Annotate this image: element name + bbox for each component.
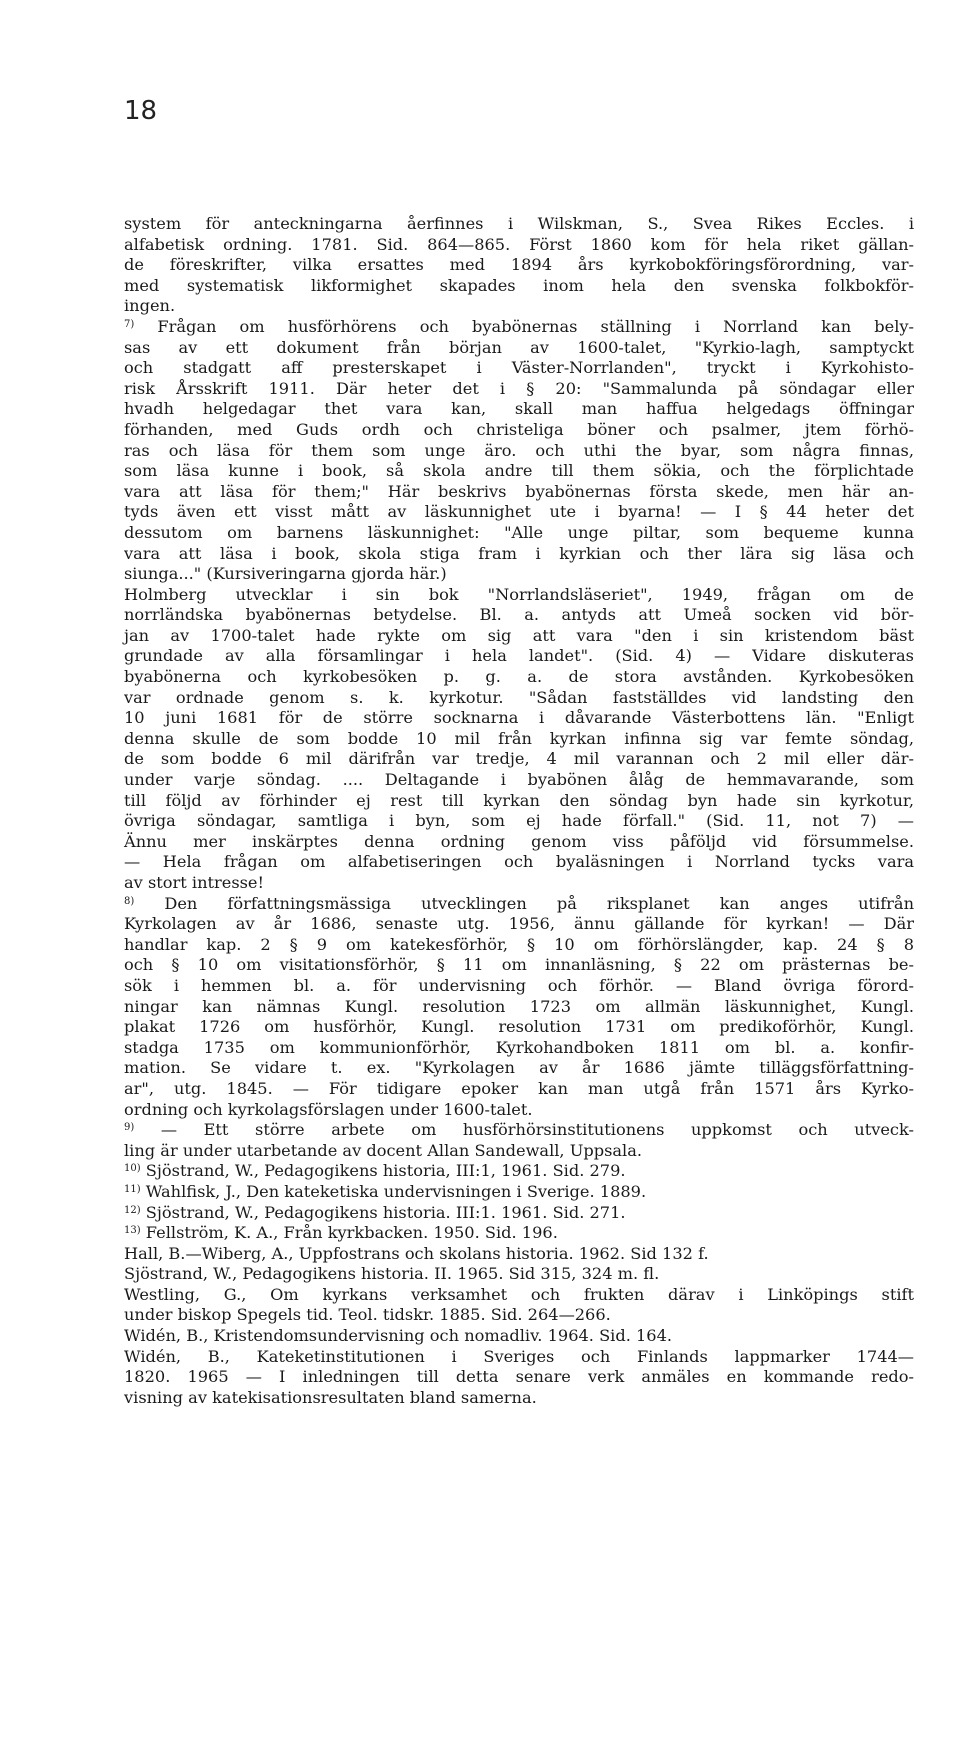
text-line: [124, 1285, 914, 1306]
line-text: övriga söndagar, samtliga i byn, som ej hade förfall." (Sid. 11, not 7) —: [124, 811, 914, 831]
text-line: [124, 1244, 914, 1265]
line-text: system för anteckningarna åerfinnes i Wilskman, S., Svea Rikes Eccles. i: [124, 214, 914, 233]
text-line: [124, 1264, 914, 1285]
footnote-marker: 9): [124, 1122, 135, 1134]
text-line: [124, 461, 914, 482]
line-text: under biskop Spegels tid. Teol. tidskr. 1885. Sid. 264—266.: [124, 1305, 611, 1325]
line-text: sök i hemmen bl. a. för undervisning och förhör. — Bland övriga förord-: [124, 975, 914, 995]
line-text: norrländska byabönernas betydelse. Bl. a. antyds att Umeå socken vid bör-: [124, 605, 914, 625]
text-line: [124, 688, 914, 709]
line-text: alfabetisk ordning. 1781. Sid. 864—865. Först 1860 kom för hela riket gällan-: [124, 234, 914, 254]
line-text: — Hela frågan om alfabetiseringen och byaläsningen i Norrland tycks vara: [124, 852, 914, 872]
line-text: denna skulle de som bodde 10 mil från kyrkan infinna sig var femte söndag,: [124, 728, 914, 748]
line-text: ras och läsa för them som unge äro. och uthi the byar, som några finnas,: [124, 440, 914, 460]
text-line: [124, 502, 914, 523]
line-text: Den författningsmässiga utvecklingen på riksplanet kan anges utifrån: [134, 893, 914, 913]
line-text: sas av ett dokument från början av 1600-talet, "Kyrkio-lagh, samptyckt: [124, 337, 914, 357]
line-text: Widén, B., Kristendomsundervisning och nomadliv. 1964. Sid. 164.: [124, 1326, 673, 1346]
line-text: och § 10 om visitationsförhör, § 11 om innanläsning, § 22 om prästernas be-: [124, 955, 914, 975]
text-line: [124, 523, 914, 544]
text-line: [124, 1347, 914, 1368]
line-text: de som bodde 6 mil därifrån var tredje, 4 mil varannan och 2 mil eller där-: [124, 749, 914, 769]
line-text: 10 juni 1681 för de större socknarna i dåvarande Västerbottens län. "Enligt: [124, 708, 914, 728]
text-line: [124, 276, 914, 297]
line-text: Holmberg utvecklar i sin bok "Norrlandsläseriet", 1949, frågan om de: [124, 584, 914, 604]
line-text: Sjöstrand, W., Pedagogikens historia, III:1, 1961. Sid. 279.: [140, 1161, 626, 1181]
text-line: [124, 564, 914, 585]
text-line: [124, 544, 914, 565]
footnote-marker: 7): [124, 318, 135, 330]
text-line: [124, 1141, 914, 1162]
line-text: plakat 1726 om husförhör, Kungl. resolution 1731 om predikoförhör, Kungl.: [124, 1017, 914, 1037]
text-line: [124, 585, 914, 606]
text-line: [124, 832, 914, 853]
text-line: [124, 935, 914, 956]
line-text: stadga 1735 om kommunionförhör, Kyrkohandboken 1811 om bl. a. konfir-: [124, 1037, 914, 1057]
line-text: Frågan om husförhörens och byabönernas ställning i Norrland kan bely-: [134, 316, 914, 336]
line-text: de föreskrifter, vilka ersattes med 1894 års kyrkobokföringsförordning, var-: [124, 255, 914, 275]
line-text: ling är under utarbetande av docent Allan Sandewall, Uppsala.: [124, 1140, 643, 1160]
line-text: Widén, B., Kateketinstitutionen i Sveriges och Finlands lappmarker 1744—: [124, 1346, 914, 1366]
text-line: [124, 399, 914, 420]
footnotes-text-block: [124, 214, 914, 1408]
text-line: [124, 379, 914, 400]
line-text: vara att läsa för them;" Här beskrivs byabönernas första skede, men här an-: [124, 481, 914, 501]
line-text: handlar kap. 2 § 9 om katekesförhör, § 10 om förhörslängder, kap. 24 § 8: [124, 934, 914, 954]
line-text: Wahlfisk, J., Den kateketiska undervisningen i Sverige. 1889.: [140, 1181, 647, 1201]
text-line: [124, 1367, 914, 1388]
line-text: till följd av förhinder ej rest till kyrkan den söndag byn hade sin kyrkotur,: [124, 790, 914, 810]
line-text: med systematisk likformighet skapades inom hela den svenska folkbokför-: [124, 275, 914, 295]
footnote-marker: 11): [124, 1183, 141, 1195]
text-line: [124, 873, 914, 894]
text-line: [124, 729, 914, 750]
line-text: mation. Se vidare t. ex. "Kyrkolagen av år 1686 jämte tilläggsförfattning-: [124, 1058, 914, 1078]
line-text: byabönerna och kyrkobesöken p. g. a. de stora avstånden. Kyrkobesöken: [124, 667, 914, 687]
text-line: [124, 1203, 914, 1224]
line-text: av stort intresse!: [124, 873, 265, 892]
line-text: Sjöstrand, W., Pedagogikens historia. II. 1965. Sid 315, 324 m. fl.: [124, 1264, 660, 1284]
text-line: [124, 420, 914, 441]
line-text: tyds även ett visst mått av läskunnighet ute i byarna! — I § 44 heter det: [124, 502, 914, 522]
text-line: [124, 1038, 914, 1059]
text-line: [124, 955, 914, 976]
text-line: [124, 1017, 914, 1038]
line-text: och stadgatt aff presterskapet i Väster-Norrlanden", tryckt i Kyrkohisto-: [124, 358, 914, 378]
line-text: Kyrkolagen av år 1686, senaste utg. 1956, ännu gällande för kyrkan! — Där: [124, 914, 914, 934]
footnote-marker: 13): [124, 1225, 141, 1237]
text-line: [124, 255, 914, 276]
text-line: [124, 1058, 914, 1079]
line-text: Fellström, K. A., Från kyrkbacken. 1950. Sid. 196.: [140, 1223, 558, 1243]
line-text: ar", utg. 1845. — För tidigare epoker kan man utgå från 1571 års Kyrko-: [124, 1078, 914, 1098]
line-text: siunga..." (Kursiveringarna gjorda här.): [124, 564, 447, 584]
text-line: [124, 1120, 914, 1141]
text-line: [124, 976, 914, 997]
line-text: risk Årsskrift 1911. Där heter det i § 20: "Sammalunda på söndagar eller: [124, 378, 914, 398]
text-line: [124, 317, 914, 338]
page-number: 18: [124, 96, 158, 126]
text-line: [124, 894, 914, 915]
text-line: [124, 1100, 914, 1121]
line-text: Westling, G., Om kyrkans verksamhet och frukten därav i Linköpings stift: [124, 1284, 914, 1304]
text-line: [124, 482, 914, 503]
text-line: [124, 708, 914, 729]
footnote-marker: 10): [124, 1163, 141, 1175]
line-text: ingen.: [124, 296, 176, 316]
line-text: ningar kan nämnas Kungl. resolution 1723 om allmän läskunnighet, Kungl.: [124, 996, 914, 1016]
text-line: [124, 235, 914, 256]
text-line: [124, 1305, 914, 1326]
text-line: [124, 296, 914, 317]
line-text: dessutom om barnens läskunnighet: "Alle unge piltar, som bequeme kunna: [124, 522, 914, 542]
text-line: [124, 214, 914, 235]
text-line: [124, 605, 914, 626]
text-line: [124, 626, 914, 647]
text-line: [124, 770, 914, 791]
text-line: [124, 338, 914, 359]
line-text: Hall, B.—Wiberg, A., Uppfostrans och skolans historia. 1962. Sid 132 f.: [124, 1243, 709, 1263]
line-text: under varje söndag. .... Deltagande i byabönen ålåg de hemmavarande, som: [124, 770, 914, 790]
text-line: [124, 1223, 914, 1244]
text-line: [124, 441, 914, 462]
footnote-marker: 12): [124, 1204, 141, 1216]
line-text: var ordnade genom s. k. kyrkotur. "Sådan fastställdes vid landsting den: [124, 687, 914, 707]
line-text: — Ett större arbete om husförhörsinstitutionens uppkomst och utveck-: [134, 1120, 914, 1140]
line-text: visning av katekisationsresultaten bland samerna.: [124, 1387, 537, 1407]
text-line: [124, 1182, 914, 1203]
text-line: [124, 749, 914, 770]
text-line: [124, 646, 914, 667]
line-text: Ännu mer inskärptes denna ordning genom viss påföljd vid försummelse.: [124, 831, 914, 851]
text-line: [124, 1079, 914, 1100]
text-line: [124, 667, 914, 688]
line-text: 1820. 1965 — I inledningen till detta senare verk anmäles en kommande redo-: [124, 1367, 914, 1387]
footnote-marker: 8): [124, 895, 135, 907]
text-line: [124, 852, 914, 873]
text-line: [124, 914, 914, 935]
text-line: [124, 1388, 914, 1409]
line-text: Sjöstrand, W., Pedagogikens historia. III:1. 1961. Sid. 271.: [140, 1202, 626, 1222]
line-text: ordning och kyrkolagsförslagen under 1600-talet.: [124, 1099, 533, 1119]
text-line: [124, 811, 914, 832]
text-line: [124, 997, 914, 1018]
text-line: [124, 1326, 914, 1347]
text-line: [124, 1161, 914, 1182]
line-text: hvadh helgedagar thet vara kan, skall man haffua helgedags öffningar: [124, 399, 914, 419]
line-text: grundade av alla församlingar i hela landet". (Sid. 4) — Vidare diskuteras: [124, 646, 914, 666]
text-line: [124, 791, 914, 812]
text-line: [124, 358, 914, 379]
line-text: jan av 1700-talet hade rykte om sig att vara "den i sin kristendom bäst: [124, 625, 914, 645]
line-text: förhanden, med Guds ordh och christeliga böner och psalmer, jtem förhö-: [124, 419, 914, 439]
line-text: vara att läsa i book, skola stiga fram i kyrkian och ther lära sig läsa och: [124, 543, 914, 563]
line-text: som läsa kunne i book, så skola andre till them sökia, och the förplichtade: [124, 461, 914, 481]
